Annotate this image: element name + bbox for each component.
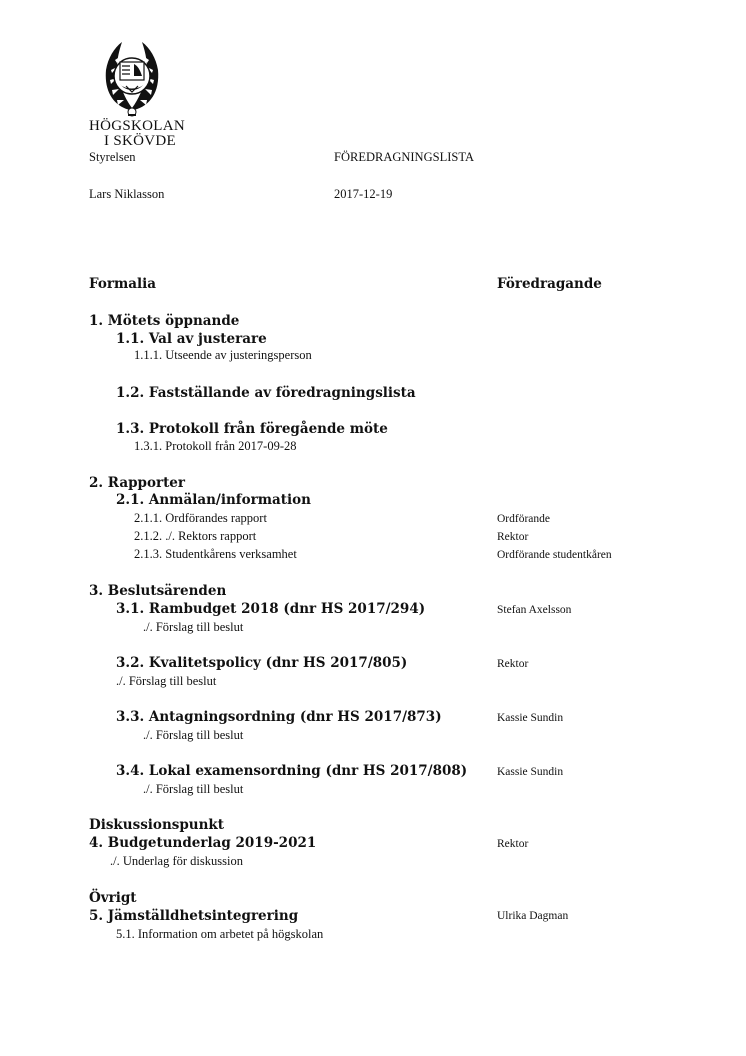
organization: Styrelsen [89, 150, 136, 164]
item-3-4-attachment: ./. Förslag till beslut [143, 782, 244, 796]
item-3-2-title: 3.2. Kvalitetspolicy (dnr HS 2017/805) [116, 655, 408, 671]
item-1-3-1: 1.3.1. Protokoll från 2017-09-28 [134, 439, 297, 453]
item-1-title: 1. Mötets öppnande [89, 313, 240, 329]
university-seal-logo [100, 40, 164, 122]
item-3-title: 3. Beslutsärenden [89, 583, 227, 599]
item-4-attachment: ./. Underlag för diskussion [110, 854, 243, 868]
item-1-1-1: 1.1.1. Utseende av justeringsperson [134, 348, 312, 362]
presenter-2-1-1: Ordförande [497, 513, 551, 525]
item-4-title: 4. Budgetunderlag 2019-2021 [89, 835, 317, 851]
item-3-2-attachment: ./. Förslag till beslut [116, 674, 217, 688]
item-2-1-1: 2.1.1. Ordförandes rapport [134, 511, 267, 525]
presenter-3-3: Kassie Sundin [497, 712, 564, 724]
presenter-3-4: Kassie Sundin [497, 766, 564, 778]
item-3-3-title: 3.3. Antagningsordning (dnr HS 2017/873) [116, 709, 442, 725]
section-formalia: Formalia [89, 276, 156, 292]
presenter-2-1-3: Ordförande studentkåren [497, 549, 612, 561]
presenter-4: Rektor [497, 838, 529, 850]
presenter-2-1-2: Rektor [497, 531, 529, 543]
item-2-title: 2. Rapporter [89, 475, 186, 491]
item-2-1-3: 2.1.3. Studentkårens verksamhet [134, 547, 297, 561]
presenter-3-1: Stefan Axelsson [497, 604, 572, 616]
document-title: FÖREDRAGNINGSLISTA [334, 150, 474, 164]
section-discussion: Diskussionspunkt [89, 817, 225, 833]
item-3-1-attachment: ./. Förslag till beslut [143, 620, 244, 634]
item-2-1-title: 2.1. Anmälan/information [116, 492, 311, 508]
section-other: Övrigt [89, 890, 137, 906]
item-3-1-title: 3.1. Rambudget 2018 (dnr HS 2017/294) [116, 601, 426, 617]
author: Lars Niklasson [89, 187, 165, 201]
item-1-2-title: 1.2. Fastställande av föredragningslista [116, 385, 416, 401]
presenter-5: Ulrika Dagman [497, 910, 569, 922]
item-1-3-title: 1.3. Protokoll från föregående möte [116, 421, 388, 437]
item-3-3-attachment: ./. Förslag till beslut [143, 728, 244, 742]
item-5-title: 5. Jämställdhetsintegrering [89, 908, 299, 924]
university-name-line1: HÖGSKOLAN [89, 118, 186, 134]
university-name-line2: I SKÖVDE [104, 133, 176, 149]
item-2-1-2: 2.1.2. ./. Rektors rapport [134, 529, 257, 543]
item-5-1: 5.1. Information om arbetet på högskolan [116, 927, 324, 941]
item-1-1-title: 1.1. Val av justerare [116, 331, 267, 347]
item-3-4-title: 3.4. Lokal examensordning (dnr HS 2017/808) [116, 763, 468, 779]
presenter-3-2: Rektor [497, 658, 529, 670]
document-date: 2017-12-19 [334, 187, 393, 201]
column-presenter-heading: Föredragande [497, 276, 602, 292]
